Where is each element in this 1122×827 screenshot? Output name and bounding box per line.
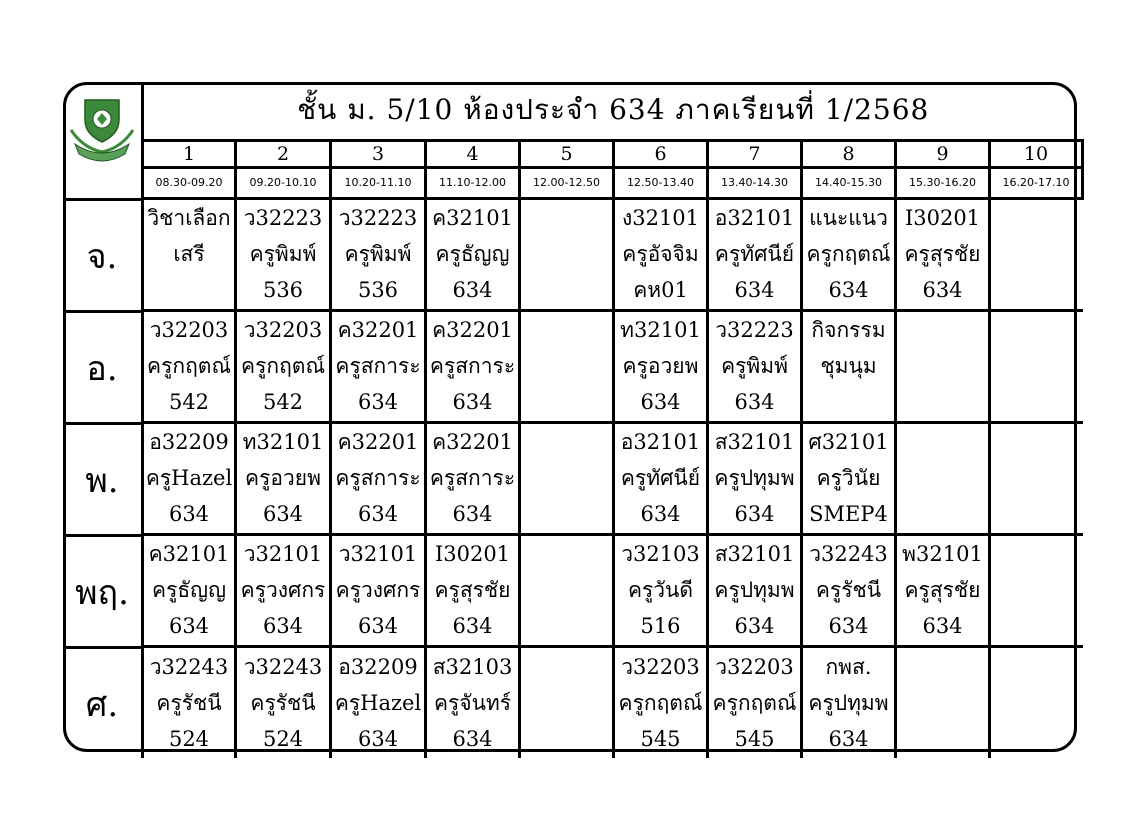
teacher-name: ครูจันทร์ xyxy=(433,690,512,715)
teacher-name: ครูสการะ xyxy=(335,354,421,378)
timetable xyxy=(141,82,1084,758)
period-number: 1 xyxy=(143,140,236,167)
day-row xyxy=(143,534,1083,646)
class-cell xyxy=(896,646,990,758)
room-number: 634 xyxy=(452,278,493,302)
room-number: 634 xyxy=(262,614,304,638)
room-number xyxy=(521,496,612,532)
room-number: 634 xyxy=(734,502,775,526)
class-cell xyxy=(614,198,708,310)
subject-code: I30201 xyxy=(904,206,981,230)
subject-code: I30201 xyxy=(434,542,511,566)
class-cell xyxy=(896,422,990,534)
subject-code xyxy=(521,536,612,572)
subject-code xyxy=(521,649,612,685)
subject-code: ค32201 xyxy=(337,430,419,454)
subject-code: ค32101 xyxy=(432,206,513,230)
class-cell xyxy=(426,422,520,534)
teacher-name xyxy=(521,685,612,721)
class-cell xyxy=(614,646,708,758)
subject-code xyxy=(521,424,612,460)
teacher-name xyxy=(521,236,612,272)
day-row xyxy=(143,646,1083,758)
teacher-name: ครูปทุมพ xyxy=(714,466,795,490)
class-cell xyxy=(896,198,990,310)
teacher-name: ครูกฤตณ์ xyxy=(147,354,231,378)
room-number xyxy=(144,272,234,308)
room-number: 634 xyxy=(168,614,210,638)
room-number: 634 xyxy=(922,614,963,638)
class-cell xyxy=(990,534,1083,646)
room-number xyxy=(521,721,612,757)
subject-code: อ32209 xyxy=(338,654,418,679)
subject-code: ท32101 xyxy=(620,318,701,342)
class-cell xyxy=(236,310,331,422)
teacher-name: ชุมนุม xyxy=(820,354,877,378)
subject-code: อ32101 xyxy=(714,206,795,230)
room-number: 634 xyxy=(357,614,399,638)
teacher-name xyxy=(991,572,1083,608)
subject-code: อ32209 xyxy=(149,430,229,454)
room-number: 634 xyxy=(452,502,493,526)
room-number xyxy=(991,721,1083,757)
room-number: 524 xyxy=(262,726,304,751)
class-cell xyxy=(236,198,331,310)
room-number: 634 xyxy=(357,726,399,751)
room-number: 542 xyxy=(262,390,304,414)
class-cell xyxy=(990,646,1083,758)
subject-code xyxy=(521,200,612,236)
class-cell xyxy=(331,198,426,310)
teacher-name: ครูสการะ xyxy=(335,466,421,490)
subject-code: ว32223 xyxy=(715,318,794,342)
period-number: 7 xyxy=(708,140,802,167)
subject-code: ง32101 xyxy=(621,206,700,230)
subject-code: พ32101 xyxy=(902,542,983,566)
room-number: 634 xyxy=(452,726,493,751)
subject-code: ว32243 xyxy=(243,654,323,679)
teacher-name xyxy=(991,460,1083,496)
room-number: 634 xyxy=(640,502,681,526)
teacher-name: ครูทัศนีย์ xyxy=(620,466,701,490)
class-cell xyxy=(802,310,896,422)
class-cell xyxy=(802,534,896,646)
subject-code xyxy=(897,312,988,348)
teacher-name: ครูกฤตณ์ xyxy=(806,242,891,266)
period-number: 8 xyxy=(802,140,896,167)
room-number xyxy=(897,384,988,420)
subject-code: ว32101 xyxy=(338,542,418,566)
subject-code: ว32101 xyxy=(243,542,323,566)
teacher-name: ครูทัศนีย์ xyxy=(714,242,795,266)
room-number: 524 xyxy=(168,726,210,751)
teacher-name: ครูปทุมพ xyxy=(714,578,795,602)
subject-code: ค32201 xyxy=(337,318,419,342)
class-cell xyxy=(331,422,426,534)
teacher-name xyxy=(991,348,1083,384)
room-number: 634 xyxy=(168,502,210,526)
class-cell xyxy=(614,422,708,534)
class-cell xyxy=(236,422,331,534)
class-cell xyxy=(708,422,802,534)
room-number: 634 xyxy=(452,614,493,638)
teacher-name: ครูHazel xyxy=(145,466,233,490)
subject-code: ส32101 xyxy=(714,542,795,566)
class-cell xyxy=(426,534,520,646)
room-number: 536 xyxy=(262,278,304,302)
period-header-row xyxy=(143,140,1083,167)
subject-code: ว32243 xyxy=(149,654,229,679)
class-cell xyxy=(896,534,990,646)
teacher-name: ครูธัญญ xyxy=(152,578,226,602)
class-cell xyxy=(143,198,236,310)
teacher-name: ครูสุรชัย xyxy=(434,578,511,602)
room-number: 634 xyxy=(734,278,775,302)
subject-code: ว32203 xyxy=(715,654,794,679)
period-number: 6 xyxy=(614,140,708,167)
room-number: 634 xyxy=(828,726,869,751)
class-cell xyxy=(236,534,331,646)
room-number xyxy=(521,272,612,308)
subject-code: ส32103 xyxy=(432,654,513,679)
teacher-name xyxy=(521,348,612,384)
teacher-name: ครูพิมพ์ xyxy=(249,242,317,266)
day-label: อ. xyxy=(63,310,141,422)
room-number: 634 xyxy=(357,502,399,526)
class-cell xyxy=(520,422,614,534)
subject-code: แนะแนว xyxy=(809,206,888,230)
subject-code xyxy=(991,200,1083,236)
teacher-name: ครูวินัย xyxy=(816,466,881,490)
teacher-name: ครูอวยพ xyxy=(245,466,321,490)
room-number xyxy=(991,496,1083,532)
room-number: 545 xyxy=(734,726,775,751)
class-cell xyxy=(143,310,236,422)
class-cell xyxy=(708,646,802,758)
room-number: 542 xyxy=(168,390,210,414)
class-cell xyxy=(520,534,614,646)
subject-code xyxy=(897,424,988,460)
class-cell xyxy=(331,646,426,758)
class-cell xyxy=(426,646,520,758)
period-number: 2 xyxy=(236,140,331,167)
day-column xyxy=(63,198,141,758)
teacher-name: ครูสการะ xyxy=(429,354,516,378)
class-cell xyxy=(990,422,1083,534)
teacher-name: ครูวงศกร xyxy=(335,578,421,602)
teacher-name: เสรี xyxy=(173,242,205,266)
teacher-name: ครูปทุมพ xyxy=(808,690,889,715)
room-number: 545 xyxy=(640,726,681,751)
class-cell xyxy=(143,646,236,758)
teacher-name xyxy=(521,572,612,608)
period-number: 4 xyxy=(426,140,520,167)
room-number: SMEP4 xyxy=(809,502,888,526)
time-header-row xyxy=(143,167,1083,198)
room-number: 634 xyxy=(640,390,681,414)
subject-code: ส32101 xyxy=(714,430,795,454)
subject-code xyxy=(991,649,1083,685)
class-cell xyxy=(708,310,802,422)
class-cell xyxy=(896,310,990,422)
period-time: 11.10-12.00 xyxy=(426,167,520,198)
subject-code xyxy=(991,424,1083,460)
class-cell xyxy=(708,534,802,646)
class-cell xyxy=(520,310,614,422)
teacher-name xyxy=(897,685,988,721)
room-number xyxy=(991,608,1083,644)
period-time: 09.20-10.10 xyxy=(236,167,331,198)
teacher-name: ครูรัชนี xyxy=(250,690,316,715)
subject-code: ศ32101 xyxy=(808,430,889,454)
period-number: 5 xyxy=(520,140,614,167)
teacher-name: ครูอวยพ xyxy=(622,354,699,378)
room-number: 634 xyxy=(828,278,869,302)
teacher-name: ครูพิมพ์ xyxy=(344,242,412,266)
teacher-name: ครูวันดี xyxy=(627,578,694,602)
class-cell xyxy=(614,534,708,646)
room-number: 634 xyxy=(734,614,775,638)
room-number: 634 xyxy=(922,278,963,302)
teacher-name: ครูสการะ xyxy=(429,466,516,490)
room-number xyxy=(521,608,612,644)
class-cell xyxy=(426,310,520,422)
subject-code: ว32203 xyxy=(621,654,700,679)
day-row xyxy=(143,310,1083,422)
subject-code xyxy=(521,312,612,348)
subject-code: ค32101 xyxy=(148,542,230,566)
room-number xyxy=(897,496,988,532)
period-number: 10 xyxy=(990,140,1083,167)
period-time: 15.30-16.20 xyxy=(896,167,990,198)
room-number: 516 xyxy=(640,614,681,638)
room-number: 634 xyxy=(828,614,869,638)
period-time: 12.50-13.40 xyxy=(614,167,708,198)
class-cell xyxy=(331,310,426,422)
subject-code: อ32101 xyxy=(620,430,701,454)
teacher-name: ครูรัชนี xyxy=(815,578,882,602)
class-cell xyxy=(802,422,896,534)
teacher-name: ครูพิมพ์ xyxy=(721,354,788,378)
teacher-name: ครูวงศกร xyxy=(240,578,326,602)
period-time: 08.30-09.20 xyxy=(143,167,236,198)
teacher-name: ครูรัชนี xyxy=(156,690,222,715)
class-cell xyxy=(236,646,331,758)
teacher-name: ครูกฤตณ์ xyxy=(241,354,325,378)
room-number: คห01 xyxy=(633,278,688,302)
class-cell xyxy=(520,198,614,310)
teacher-name: ครูกฤตณ์ xyxy=(712,690,797,715)
class-cell xyxy=(426,198,520,310)
class-cell xyxy=(990,198,1083,310)
period-time: 12.00-12.50 xyxy=(520,167,614,198)
teacher-name xyxy=(897,460,988,496)
room-number: 634 xyxy=(262,502,304,526)
subject-code: ว32103 xyxy=(621,542,700,566)
class-cell xyxy=(143,534,236,646)
teacher-name: ครูสุรชัย xyxy=(904,578,981,602)
school-logo xyxy=(63,82,141,198)
subject-code: ว32223 xyxy=(243,206,323,230)
room-number: 634 xyxy=(452,390,493,414)
subject-code: ท32101 xyxy=(242,430,324,454)
class-cell xyxy=(990,310,1083,422)
class-cell xyxy=(802,646,896,758)
period-time: 16.20-17.10 xyxy=(990,167,1083,198)
subject-code: กพส. xyxy=(825,654,872,679)
subject-code xyxy=(991,312,1083,348)
period-time: 10.20-11.10 xyxy=(331,167,426,198)
teacher-name: ครูสุรชัย xyxy=(904,242,981,266)
room-number xyxy=(991,272,1083,308)
day-row xyxy=(143,198,1083,310)
day-label: ศ. xyxy=(63,646,141,758)
period-number: 9 xyxy=(896,140,990,167)
room-number: 634 xyxy=(734,390,775,414)
subject-code: ว32203 xyxy=(149,318,229,342)
subject-code xyxy=(991,536,1083,572)
subject-code: ว32243 xyxy=(809,542,888,566)
subject-code xyxy=(897,649,988,685)
day-label: จ. xyxy=(63,198,141,310)
day-label: พฤ. xyxy=(63,534,141,646)
period-number: 3 xyxy=(331,140,426,167)
class-cell xyxy=(143,422,236,534)
subject-code: กิจกรรม xyxy=(811,318,886,342)
teacher-name: ครูธัญญ xyxy=(435,242,510,266)
teacher-name xyxy=(897,348,988,384)
class-cell xyxy=(331,534,426,646)
room-number: 634 xyxy=(357,390,399,414)
teacher-name xyxy=(521,460,612,496)
class-cell xyxy=(614,310,708,422)
room-number: 536 xyxy=(357,278,399,302)
subject-code: ค32201 xyxy=(432,430,513,454)
class-cell xyxy=(802,198,896,310)
class-cell xyxy=(520,646,614,758)
teacher-name: ครูอัจจิม xyxy=(622,242,699,266)
class-cell xyxy=(708,198,802,310)
subject-code: วิชาเลือก xyxy=(147,206,231,230)
subject-code: ค32201 xyxy=(432,318,513,342)
day-label: พ. xyxy=(63,422,141,534)
room-number xyxy=(991,384,1083,420)
room-number xyxy=(897,721,988,757)
subject-code: ว32223 xyxy=(338,206,418,230)
day-row xyxy=(143,422,1083,534)
page-title: ชั้น ม. 5/10 ห้องประจำ 634 ภาคเรียนที่ 1/2568 xyxy=(143,82,1083,140)
subject-code: ว32203 xyxy=(243,318,323,342)
period-time: 13.40-14.30 xyxy=(708,167,802,198)
school-crest-icon xyxy=(63,82,141,198)
period-time: 14.40-15.30 xyxy=(802,167,896,198)
room-number xyxy=(803,384,894,420)
teacher-name xyxy=(991,685,1083,721)
teacher-name: ครูHazel xyxy=(334,690,422,715)
teacher-name xyxy=(991,236,1083,272)
teacher-name: ครูกฤตณ์ xyxy=(618,690,703,715)
room-number xyxy=(521,384,612,420)
